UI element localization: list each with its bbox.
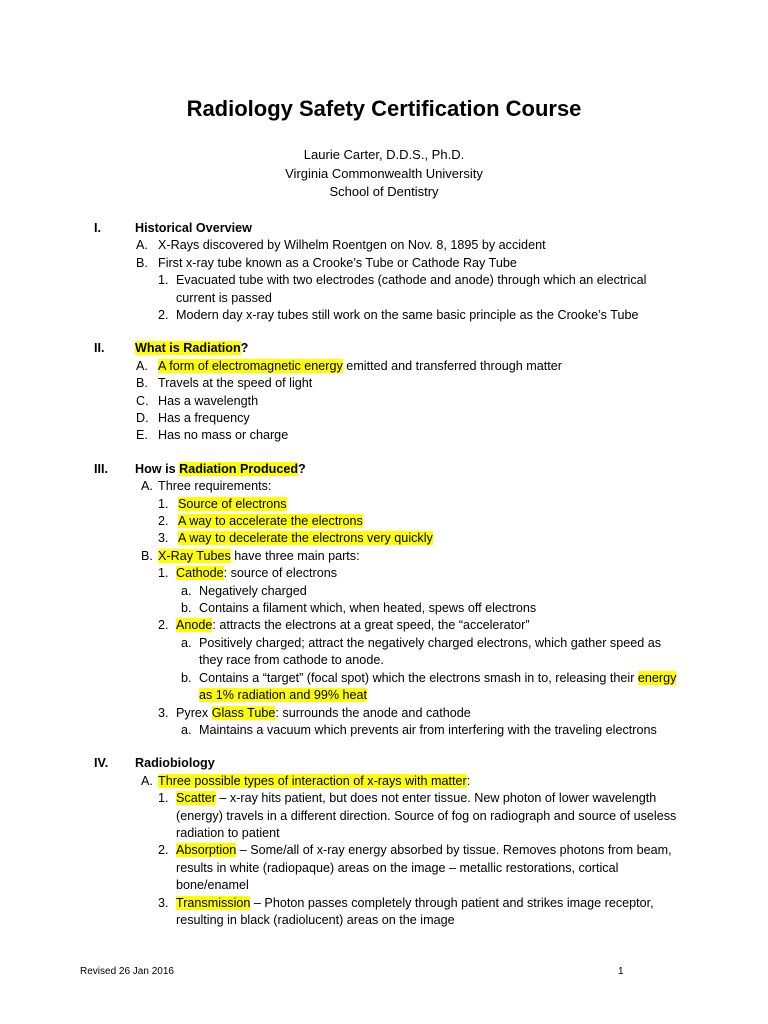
- list-marker: 1.: [158, 566, 169, 581]
- section-title: Historical Overview: [135, 221, 252, 235]
- outline: [0, 220, 768, 929]
- list-item: [0, 427, 768, 444]
- list-item-text: Has a wavelength: [158, 393, 259, 408]
- list-marker: A.: [136, 358, 148, 373]
- list-item-text: [176, 705, 688, 722]
- section-what-is-radiation: [0, 340, 768, 444]
- list-marker: 3.: [158, 895, 169, 910]
- list-item: [0, 548, 768, 565]
- highlighted-text: Source of electrons: [178, 496, 287, 511]
- section-title: [135, 340, 248, 357]
- footer-page-number: 1: [618, 966, 624, 977]
- list-item: [0, 842, 768, 894]
- author-school: School of Dentistry: [329, 184, 439, 199]
- plain-text: : source of electrons: [223, 566, 338, 581]
- list-marker: a.: [181, 722, 192, 737]
- list-item-text: Has a frequency: [158, 411, 250, 426]
- list-marker: b.: [181, 670, 192, 685]
- list-item-text: Contains a filament which, when heated, spews off electrons: [199, 601, 537, 616]
- list-marker: a.: [181, 635, 192, 650]
- section-heading: [0, 220, 768, 237]
- list-item-text: [199, 670, 688, 705]
- list-item-text: [158, 548, 688, 565]
- section-heading: [0, 461, 768, 478]
- list-item: [0, 410, 768, 427]
- list-marker: 1.: [158, 273, 169, 288]
- list-item: [0, 635, 768, 670]
- highlighted-text: Cathode: [176, 566, 224, 581]
- list-item-text: Three requirements:: [158, 479, 272, 494]
- list-marker: C.: [136, 393, 149, 408]
- list-item: [0, 530, 768, 547]
- list-item-text: [158, 773, 688, 790]
- highlighted-text: Radiation Produced: [179, 461, 299, 476]
- list-item-text: Maintains a vacuum which prevents air from interfering with the traveling electrons: [199, 722, 657, 737]
- list-item: [0, 790, 768, 842]
- list-item: [0, 237, 768, 254]
- highlighted-text: What is Radiation: [135, 341, 241, 356]
- plain-text: – x-ray hits patient, but does not enter tissue. New photon of lower wavelength (energy) travels in a different direction. Source of fog on radiograph and source of useless radiation to patient: [176, 791, 677, 840]
- plain-text: – Some/all of x-ray energy absorbed by tissue. Removes photons from beam, results in white (radiopaque) areas on the image – metallic restorations, cortical bone/enamel: [176, 843, 672, 893]
- list-marker: B.: [141, 548, 153, 563]
- footer-revised-date: Revised 26 Jan 2016: [80, 966, 174, 977]
- list-marker: B.: [136, 376, 148, 391]
- title-suffix: ?: [298, 461, 306, 476]
- list-marker: B.: [136, 255, 148, 270]
- list-marker: b.: [181, 601, 192, 616]
- plain-text: Pyrex: [176, 705, 212, 720]
- section-numeral: III.: [94, 461, 108, 476]
- highlighted-text: Glass Tube: [211, 705, 276, 720]
- list-item: [0, 393, 768, 410]
- list-item: [0, 375, 768, 392]
- list-item: [0, 565, 768, 582]
- plain-text: emitted and transferred through matter: [342, 358, 562, 373]
- list-item: [0, 600, 768, 617]
- plain-text: :: [466, 773, 471, 788]
- author-institution: Virginia Commonwealth University: [285, 165, 483, 181]
- list-item-text: Modern day x-ray tubes still work on the same basic principle as the Crooke’s Tube: [176, 308, 639, 323]
- list-marker: 2.: [158, 843, 169, 858]
- list-item-text: [178, 513, 688, 530]
- plain-text: : attracts the electrons at a great speed, the “accelerator”: [212, 618, 530, 633]
- list-marker: 2.: [158, 514, 169, 529]
- list-marker: a.: [181, 583, 192, 598]
- highlighted-text: Anode: [176, 618, 213, 633]
- author-name: Laurie Carter, D.D.S., Ph.D.: [303, 147, 465, 162]
- section-radiobiology: [0, 755, 768, 929]
- section-how-is-radiation-produced: [0, 461, 768, 739]
- list-item-text: [176, 617, 688, 634]
- list-item-text: [178, 496, 688, 513]
- author-block: [0, 146, 768, 202]
- list-item-text: Has no mass or charge: [158, 428, 289, 443]
- list-marker: D.: [136, 411, 149, 426]
- list-item: [0, 670, 768, 705]
- list-item: [0, 773, 768, 790]
- highlighted-text: energy as 1% radiation and 99% heat: [199, 670, 677, 703]
- list-item: [0, 895, 768, 930]
- section-title: [135, 461, 306, 478]
- list-marker: 1.: [158, 791, 169, 806]
- list-item: [0, 705, 768, 722]
- list-marker: A.: [141, 773, 153, 788]
- list-item: [0, 255, 768, 272]
- list-item-text: Travels at the speed of light: [158, 376, 313, 391]
- list-item: [0, 478, 768, 495]
- plain-text: – Photon passes completely through patient and strikes image receptor, resulting in black (radiolucent) areas on the image: [176, 895, 654, 927]
- section-numeral: II.: [94, 341, 105, 356]
- list-item-text: [158, 358, 688, 375]
- plain-text: have three main parts:: [230, 548, 360, 563]
- highlighted-text: Three possible types of interaction of x-rays with matter: [158, 773, 467, 788]
- list-item-text: [178, 530, 688, 547]
- section-heading: [0, 755, 768, 772]
- list-item-text: Positively charged; attract the negatively charged electrons, which gather speed as they race from cathode to anode.: [199, 635, 662, 668]
- section-title: Radiobiology: [135, 756, 215, 771]
- highlighted-text: X-Ray Tubes: [158, 548, 231, 563]
- list-marker: 3.: [158, 531, 169, 546]
- highlighted-text: A form of electromagnetic energy: [158, 358, 343, 373]
- list-marker: 2.: [158, 618, 169, 633]
- list-item-text: Negatively charged: [199, 583, 307, 598]
- list-marker: A.: [141, 479, 153, 494]
- plain-text: Contains a “target” (focal spot) which the electrons smash in to, releasing their: [199, 670, 638, 685]
- list-item-text: X-Rays discovered by Wilhelm Roentgen on Nov. 8, 1895 by accident: [158, 238, 546, 253]
- list-marker: A.: [136, 238, 148, 253]
- list-marker: 2.: [158, 308, 169, 323]
- list-item-text: [176, 895, 688, 930]
- section-historical-overview: [0, 220, 768, 324]
- list-item: [0, 583, 768, 600]
- list-item: [0, 513, 768, 530]
- list-item-text: [176, 790, 688, 842]
- title-prefix: How is: [135, 461, 180, 476]
- highlighted-text: A way to accelerate the electrons: [178, 514, 363, 529]
- list-item: [0, 272, 768, 307]
- title-suffix: ?: [240, 341, 249, 356]
- section-numeral: IV.: [94, 756, 109, 771]
- list-item: [0, 722, 768, 739]
- list-item: [0, 496, 768, 513]
- list-item-text: First x-ray tube known as a Crooke’s Tube or Cathode Ray Tube: [158, 255, 517, 270]
- list-item-text: Evacuated tube with two electrodes (cathode and anode) through which an electrical current is passed: [176, 273, 647, 305]
- list-marker: 3.: [158, 705, 169, 720]
- list-item: [0, 617, 768, 634]
- list-item-text: [176, 842, 688, 894]
- list-item: [0, 358, 768, 375]
- section-heading: [0, 340, 768, 357]
- list-marker: E.: [136, 428, 148, 443]
- highlighted-text: Scatter: [176, 791, 216, 806]
- highlighted-text: A way to decelerate the electrons very quickly: [178, 531, 433, 546]
- highlighted-text: Transmission: [176, 895, 251, 910]
- plain-text: : surrounds the anode and cathode: [275, 705, 471, 720]
- highlighted-text: Absorption: [176, 843, 237, 858]
- list-marker: 1.: [158, 496, 169, 511]
- document-title: Radiology Safety Certification Course: [186, 96, 582, 121]
- list-item: [0, 307, 768, 324]
- list-item-text: [176, 565, 688, 582]
- section-numeral: I.: [94, 221, 101, 235]
